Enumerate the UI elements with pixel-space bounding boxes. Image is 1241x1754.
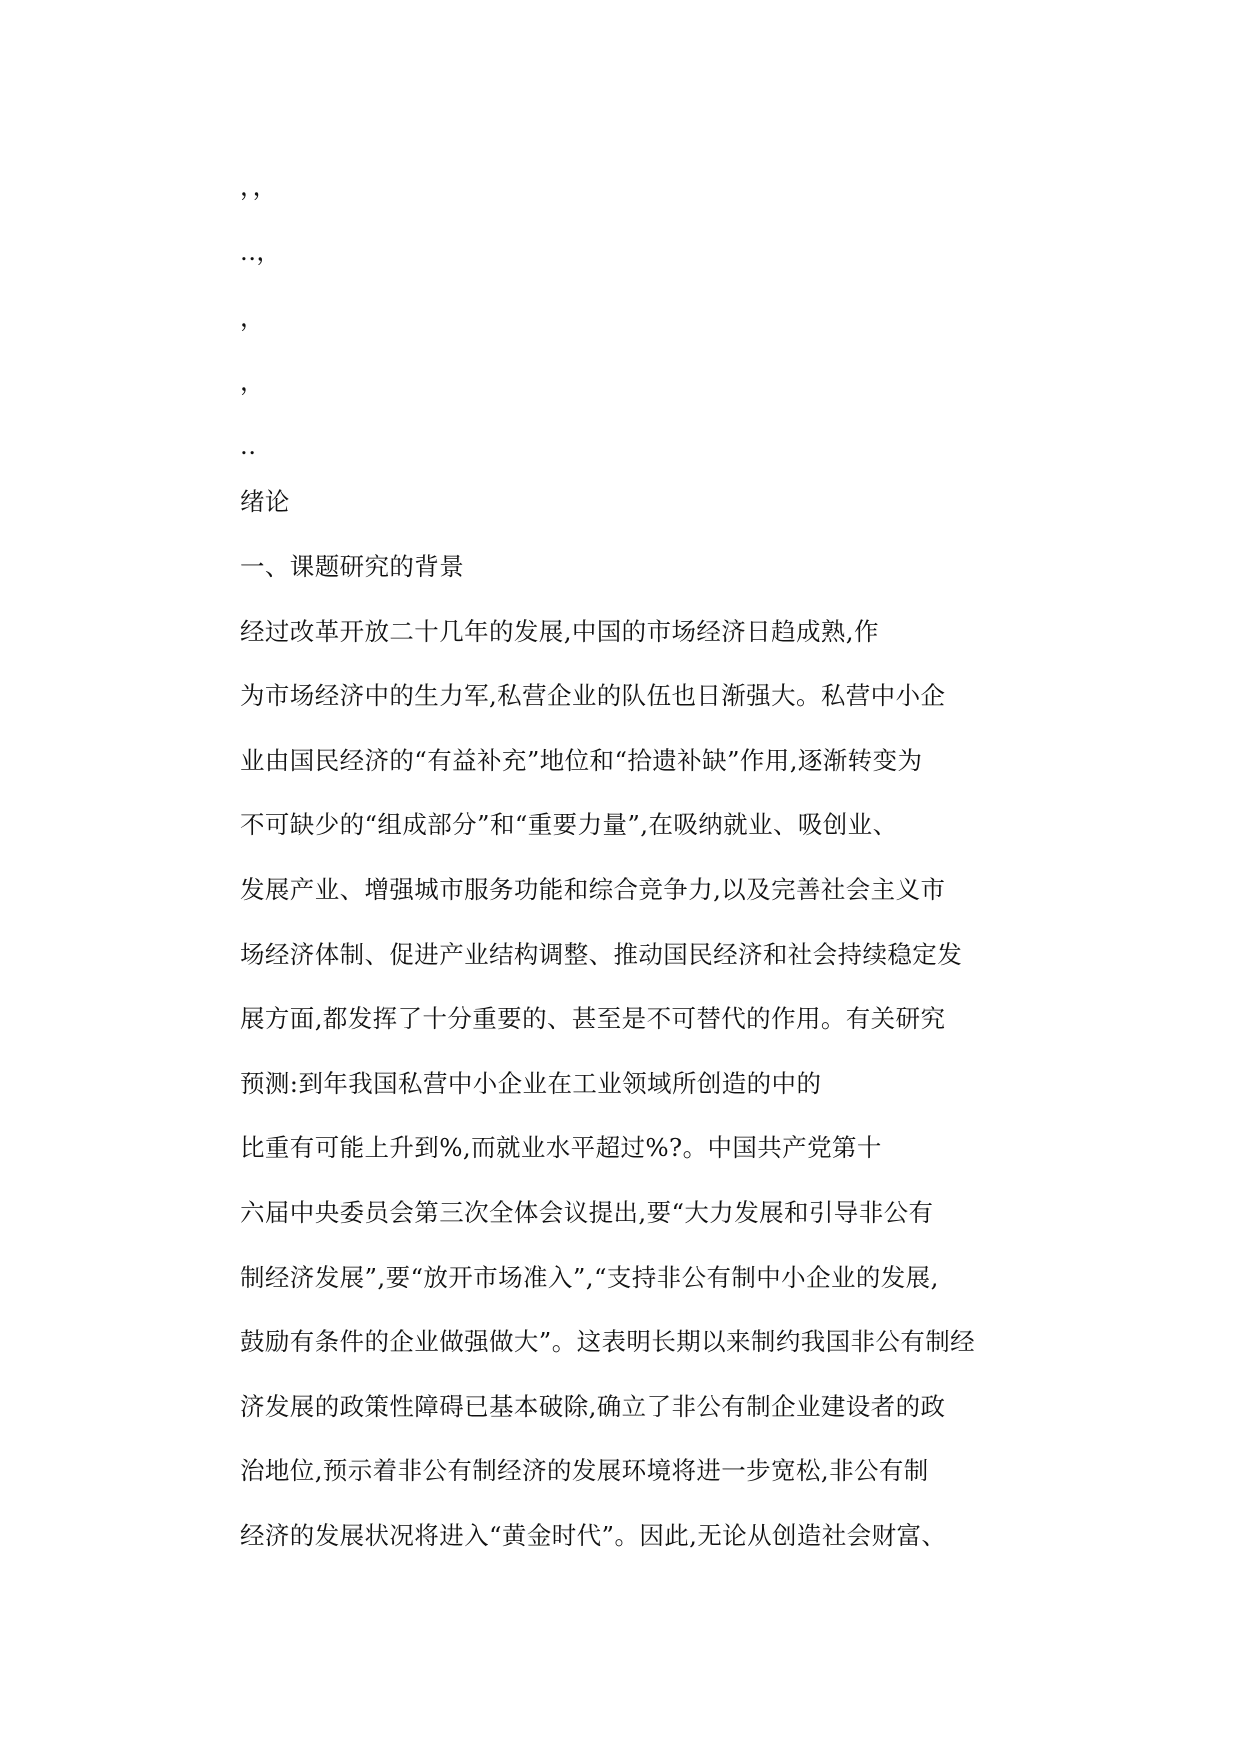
body-text-line: 济发展的政策性障碍已基本破除,确立了非公有制企业建设者的政 xyxy=(240,1392,946,1421)
body-text-line: 预测:到年我国私营中小企业在工业领域所创造的中的 xyxy=(240,1069,822,1098)
body-text-line: 经过改革开放二十几年的发展,中国的市场经济日趋成熟,作 xyxy=(240,617,879,646)
punctuation-line: ， xyxy=(240,367,265,396)
body-text-line: 场经济体制、促进产业结构调整、推动国民经济和社会持续稳定发 xyxy=(240,940,963,969)
body-text-line: 为市场经济中的生力军,私营企业的队伍也日渐强大。私营中小企 xyxy=(240,681,946,710)
body-text-line: 比重有可能上升到%,而就业水平超过%?。中国共产党第十 xyxy=(240,1133,882,1162)
chapter-heading: 绪论 xyxy=(240,487,290,516)
punctuation-line: ，， xyxy=(240,172,278,201)
body-text-line: 六届中央委员会第三次全体会议提出,要“大力发展和引导非公有 xyxy=(240,1198,934,1227)
body-text-line: 业由国民经济的“有益补充”地位和“拾遗补缺”作用,逐渐转变为 xyxy=(240,746,923,775)
body-text-line: 治地位,预示着非公有制经济的发展环境将进一步宽松,非公有制 xyxy=(240,1456,929,1485)
punctuation-line: ， xyxy=(240,303,265,332)
body-text-line: 制经济发展”,要“放开市场准入”,“支持非公有制中小企业的发展, xyxy=(240,1263,939,1292)
body-text-line: 不可缺少的“组成部分”和“重要力量”,在吸纳就业、吸创业、 xyxy=(240,810,898,839)
body-text-line: 鼓励有条件的企业做强做大”。这表明长期以来制约我国非公有制经 xyxy=(240,1327,976,1356)
punctuation-line: .. xyxy=(240,431,257,460)
punctuation-line: ..， xyxy=(240,237,282,266)
body-text-line: 展方面,都发挥了十分重要的、甚至是不可替代的作用。有关研究 xyxy=(240,1004,946,1033)
body-text-line: 发展产业、增强城市服务功能和综合竞争力,以及完善社会主义市 xyxy=(240,875,946,904)
body-text-line: 经济的发展状况将进入“黄金时代”。因此,无论从创造社会财富、 xyxy=(240,1521,947,1550)
section-heading: 一、课题研究的背景 xyxy=(240,552,465,581)
